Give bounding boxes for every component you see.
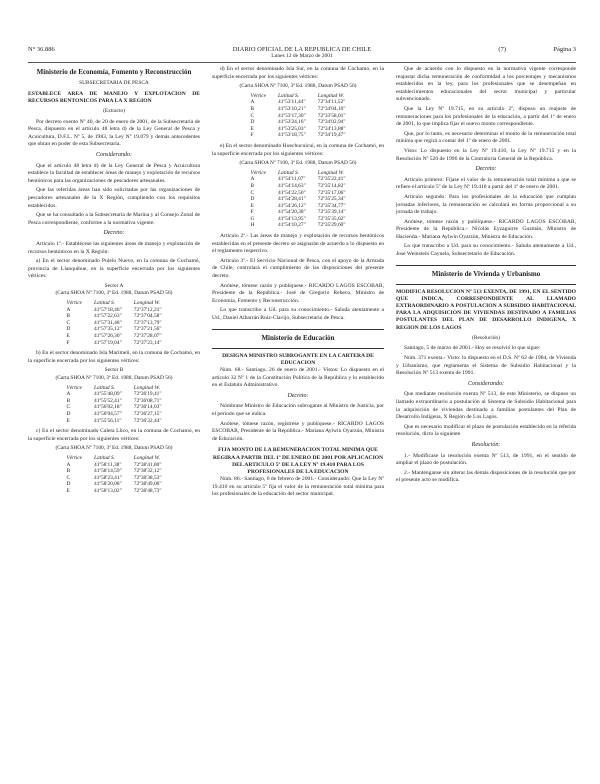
paragraph: c) En el sector denominado Caleta Llico, en la comuna de Cochamó, en la superficie encerrada por los siguientes vértices: — [28, 428, 200, 442]
paragraph: Nómbrase Ministro de Educación subrogante al Ministro de Justicia, por el período que se indica. — [212, 403, 384, 417]
table-row — [60, 398, 167, 405]
cell: 72º38'49,06" — [133, 481, 162, 488]
coordinates-table-c — [60, 455, 167, 495]
coordinates-table-d — [244, 93, 351, 139]
cell: B — [250, 182, 255, 189]
table-row — [60, 333, 167, 340]
cell: 72º34'02,94" — [317, 119, 346, 126]
table-row — [60, 326, 167, 333]
table-row — [244, 176, 351, 183]
cell: 41º57'22,63" — [94, 313, 122, 320]
chart-reference: (Carta SHOA Nº 7100, 3ª Ed. 1988, Datum PSAD 56) — [239, 83, 357, 90]
table-header: Longitud W. — [317, 92, 344, 99]
cell: 41º58'20,08" — [94, 481, 122, 488]
cell: 72º36'19,41" — [133, 391, 162, 398]
decree-title: DESIGNA MINISTRO SUBROGANTE EN LA CARTERA DE EDUCACION — [222, 352, 374, 366]
table-row — [244, 183, 351, 190]
cell: B — [66, 397, 71, 404]
decree-title: ESTABLECE AREA DE MANEJO Y EXPLOTACION DE RECURSOS BENTONICOS PARA LA X REGION — [28, 90, 200, 104]
cell: 41º58'11,38" — [94, 461, 122, 468]
cell: 72º38'48,73" — [133, 487, 162, 494]
coordinates-table-e — [244, 170, 351, 229]
cell: 41º53'11,44" — [278, 99, 306, 106]
table-row — [244, 132, 351, 139]
table-row — [244, 190, 351, 197]
paragraph: a) En el sector denominado Pulelo Nuevo, en la comuna de Cochamó, provincia de Llanquihue, en la superficie encerrada por los siguientes vértices: — [28, 258, 200, 280]
cell: 41º53'25,03" — [278, 125, 306, 132]
table-row — [60, 468, 167, 475]
table-row — [244, 119, 351, 126]
table-header: Longitud W. — [133, 384, 160, 391]
column-2 — [212, 66, 384, 764]
table-row — [244, 113, 351, 120]
cell: D — [66, 481, 71, 488]
table-row — [60, 411, 167, 418]
table-row — [60, 320, 167, 327]
cell: 72º36'32,44" — [133, 417, 162, 424]
cell: 72º35'39,14" — [317, 209, 346, 216]
table-row — [244, 209, 351, 216]
cell: 41º53'24,16" — [278, 119, 306, 126]
paragraph: 1.- Modifícase la resolución exenta Nº 513, de 1991, en el sentido de ampliar el plazo de postulación. — [396, 452, 576, 467]
cell: D — [250, 196, 255, 203]
cell: 41º57'26,30" — [94, 333, 122, 340]
ministry-title: Ministerio de Economía, Fomento y Reconstrucción — [36, 68, 192, 76]
chart-reference: (Carta SHOA Nº 7100, 3ª Ed. 1988, Datum PSAD 56) — [55, 290, 173, 297]
paragraph: Que se ha consultado a la Subsecretaría de Marina y al Consejo Zonal de Pesca correspondiente, conforme a la normativa vigente. — [28, 212, 200, 226]
cell: C — [250, 189, 255, 196]
decreto-heading: Decreto: — [475, 166, 497, 173]
cell: 72º34'19,47" — [317, 132, 346, 139]
table-header: Vértice — [66, 454, 83, 461]
cell: 41º55'52,41" — [94, 397, 122, 404]
table-row — [60, 418, 167, 425]
paragraph: Que de acuerdo con lo dispuesto en la normativa vigente corresponde reajustar dicha remuneración de conformidad a los porcentajes y mecanismos establecidos en la ley, para los profesionales que se desempeñan en establecimientos educacionales del sector municipal y particular subvencionado. — [396, 66, 576, 103]
table-row — [244, 203, 351, 210]
coordinates-table-b — [60, 385, 167, 425]
cell: 72º34'13,88" — [317, 125, 346, 132]
cell: C — [250, 112, 255, 119]
paragraph: Por decreto exento Nº 40, de 20 de enero de 2001, de la Subsecretaría de Pesca, dispuesto en el artículo 48 letra d) de la Ley General de Pesca y Acuicultura, D.F.L. Nº 5, de 1983, la Ley Nº 19.079 y demás antecedentes que obran en poder de esta Subsecretaría. — [28, 118, 200, 148]
issue-number: N° 36.886 — [28, 46, 55, 53]
cell: 41º55'48,09" — [94, 391, 122, 398]
table-row — [60, 462, 167, 469]
cell: 72º36'08,71" — [133, 397, 162, 404]
paragraph: Artículo segundo: Para los profesionales de la educación que cumplan jornadas inferiores, la remuneración se calculará en forma proporcional a su jornada de trabajo. — [396, 193, 576, 216]
cell: C — [66, 474, 71, 481]
table-header: Vértice — [250, 92, 267, 99]
cell: 41º54'26,12" — [278, 202, 306, 209]
cell: 41º56'02,18" — [94, 404, 122, 411]
cell: A — [66, 461, 71, 468]
cell: 41º56'04,57" — [94, 410, 122, 417]
header-rule — [28, 62, 576, 63]
table-row — [60, 391, 167, 398]
cell: 72º35'29,60" — [317, 222, 346, 229]
paragraph: Núm. 86.- Santiago, 6 de febrero de 2001.- Considerando: Que la Ley Nº 19.410 en su artículo 5º fija el valor de la remuneración total mínima para los profesionales de la educación del sector municipal. — [212, 476, 384, 498]
decree-title: FIJA MONTO DE LA REMUNERACION TOTAL MINIMA QUE REGIRA A PARTIR DEL 1º DE ENERO DE 2001 POR APLICACION DEL ARTICULO 5º DE LA LEY Nº 19.410 PARA LOS PROFESIONALES DE LA EDUCACION — [212, 447, 384, 475]
table-header: Latitud S. — [94, 384, 115, 391]
paragraph: Artículo 1º.- Establécese las siguientes áreas de manejo y explotación de recursos bentónicos en la X Región: — [28, 240, 200, 255]
cell: E — [250, 125, 254, 132]
cell: 72º36'27,15" — [133, 410, 162, 417]
cell: 72º35'17,06" — [317, 189, 346, 196]
cell: F — [66, 339, 70, 346]
paragraph: Que la Ley Nº 19.715, en su artículo 2º, dispuso un reajuste de remuneraciones para los profesionales de la educación, a partir del 1º de enero de 2001, lo que implica fijar el nuevo monto correspondiente. — [396, 105, 576, 128]
cell: 41º55'56,11" — [94, 417, 122, 424]
chart-reference: (Carta SHOA Nº 7100, 3ª Ed. 1988, Datum PSAD 56) — [239, 160, 357, 167]
cell: 72º38'32,12" — [133, 468, 162, 475]
table-header: Longitud W. — [317, 169, 344, 176]
paragraph: Artículo primero: Fíjase el valor de la remuneración total mínima a que se refiere el artículo 5º de la Ley Nº 19.410 a partir del 1º de enero de 2001. — [396, 176, 576, 191]
extracto: (Extracto) — [103, 108, 125, 114]
paragraph: Que el artículo 48 letra d) de la Ley General de Pesca y Acuicultura establece la facultad de establecer áreas de manejo y explotación de recursos bentónicos para las organizaciones de pescadores artesanales. — [28, 162, 200, 184]
table-header: Latitud S. — [94, 300, 115, 307]
resolucion-heading: Resolución: — [471, 442, 501, 448]
paragraph: 2.- Manténganse sin alterar las demás disposiciones de la resolución que por el presente acto se modifica. — [396, 469, 576, 484]
column-3 — [396, 66, 576, 764]
paragraph: Que es necesario modificar el plazo de postulación establecido en la referida resolución, dicto la siguiente — [396, 423, 576, 438]
table-row — [60, 307, 167, 314]
cell: 72º34'11,52" — [317, 99, 346, 106]
undersecretary: SUBSECRETARIA DE PESCA — [79, 80, 149, 86]
chart-reference: (Carta SHOA Nº 7100, 3ª Ed. 1988, Datum PSAD 56) — [55, 375, 173, 381]
cell: 41º58'13,02" — [94, 487, 122, 494]
cell: 41º53'18,75" — [278, 132, 306, 139]
chart-reference: (Carta SHOA Nº 7100, 3ª Ed. 1988, Datum PSAD 56) — [55, 445, 173, 452]
cell: E — [66, 487, 70, 494]
table-row — [244, 222, 351, 229]
ministry-title: Ministerio de Educación — [261, 333, 335, 342]
table-header: Vértice — [66, 384, 83, 391]
paragraph: Visto: Lo dispuesto en la Ley Nº 19.410, la Ley Nº 19.715 y en la Resolución Nº 520 de 1996 de la Contraloría General de la República. — [396, 147, 576, 162]
paragraph: b) En el sector denominado Isla Marimeli, en la comuna de Cochamó, en la superficie encerrada por los siguientes vértices: — [28, 350, 200, 364]
considerando-heading: Considerando: — [468, 380, 504, 387]
cell: 41º58'14,59" — [94, 468, 122, 475]
cell: 72º38'38,53" — [133, 474, 162, 481]
cell: 41º57'35,12" — [94, 326, 122, 333]
cell: 41º53'10,21" — [278, 105, 306, 112]
paragraph: e) En el sector denominado Huechucuicui, en la comuna de Cochamó, en la superficie encerrada por los siguientes vértices: — [212, 142, 384, 157]
cell: 41º57'31,48" — [94, 319, 122, 326]
table-row — [60, 488, 167, 495]
table-row — [60, 475, 167, 482]
paragraph: Anótese, tómese razón, regístrese y publíquese.- RICARDO LAGOS ESCOBAR, Presidente de la República.- Mariana Aylwin Oyarzún, Ministra de Educación. — [212, 420, 384, 442]
cell: 72º37'04,58" — [133, 313, 162, 320]
table-header: Longitud W. — [133, 300, 160, 307]
cell: H — [250, 222, 255, 229]
cell: 41º57'18,46" — [94, 306, 122, 313]
considerando-heading: Considerando: — [96, 151, 132, 158]
cell: A — [250, 176, 255, 183]
cell: 41º54'14,63" — [278, 182, 306, 189]
paragraph: Que, por lo tanto, es necesario determinar el monto de la remuneración total mínima que regirá a contar del 1º de enero de 2001. — [396, 130, 576, 145]
cell: 72º35'14,82" — [317, 182, 346, 189]
cell: D — [66, 410, 71, 417]
cell: 72º35'25,34" — [317, 196, 346, 203]
table-row — [60, 404, 167, 411]
paper-name: DIARIO OFICIAL DE LA REPUBLICA DE CHILE — [232, 46, 372, 53]
sector-label: Sector B — [104, 367, 124, 374]
cell: A — [66, 391, 71, 398]
paragraph: Núm. 371 exenta.- Visto: lo dispuesto en el D.S. Nº 62 de 1984, de Vivienda y Urbanismo, que reglamenta el Sistema de Subsidio Habitacional y la Resolución Nº 513 exenta de 1991. — [396, 355, 576, 377]
table-row — [244, 99, 351, 106]
cell: F — [250, 132, 254, 139]
cell: 72º35'35,02" — [317, 215, 346, 222]
cell: E — [66, 417, 70, 424]
cell: 41º54'11,07" — [278, 176, 306, 183]
cell: C — [66, 319, 71, 326]
table-header: Latitud S. — [278, 169, 299, 176]
resolution-title: MODIFICA RESOLUCION Nº 513 EXENTA, DE 1991, EN EL SENTIDO QUE INDICA, CORRESPONDIENTE AL LLAMADO EXTRAORDINARIO A POSTULACION A SUBSIDIO HABITACIONAL PARA LA ADQUISICION DE VIVIENDAS DESTINADO A FAMILIAS POSTULANTES DEL PLAN DE DESARROLLO INDIGENA, X REGION DE LOS LAGOS — [396, 288, 576, 331]
paragraph: Artículo 2º.- Las áreas de manejo y explotación de recursos bentónicos establecidas en el presente decreto se asignarán de acuerdo a lo dispuesto en el reglamento respectivo. — [212, 233, 384, 255]
cell: A — [250, 99, 255, 106]
cell: 72º36'14,03" — [133, 404, 162, 411]
decreto-heading: Decreto: — [287, 392, 309, 399]
cell: 72º35'22,41" — [317, 176, 346, 183]
cell: 72º38'41,80" — [133, 461, 162, 468]
table-row — [60, 313, 167, 320]
cell: C — [66, 404, 71, 411]
cell: E — [250, 202, 254, 209]
table-row — [244, 126, 351, 133]
cell: 72º37'23,14" — [133, 339, 162, 346]
cell: B — [66, 313, 71, 320]
paragraph: Lo que transcribo a Ud. para su conocimiento.- Saluda atentamente a Ud., José Weinstein Cayuela, Subsecretario de Educación. — [396, 243, 576, 258]
cell: 72º37'13,79" — [133, 319, 162, 326]
page-header — [28, 46, 576, 60]
cell: 41º54'10,27" — [278, 222, 306, 229]
decreto-heading: Decreto: — [103, 230, 125, 237]
coordinates-table-a — [60, 300, 167, 346]
page-number: Página 3 — [553, 46, 576, 53]
table-row — [244, 106, 351, 113]
cell: 41º54'13,95" — [278, 215, 306, 222]
paragraph: d) En el sector denominado Isla Sur, en la comuna de Cochamó, en la superficie encerrada por los siguientes vértices: — [212, 66, 384, 80]
paragraph: Lo que transcribo a Ud. para su conocimiento.- Saluda atentamente a Ud., Daniel Albarrán Ruiz-Clavijo, Subsecretario de Pesca. — [212, 307, 384, 321]
cell: 72º37'28,07" — [133, 333, 162, 340]
cell: B — [250, 105, 255, 112]
table-row — [244, 216, 351, 223]
cell: B — [66, 468, 71, 475]
column-1 — [28, 66, 200, 764]
cell: F — [250, 209, 254, 216]
paragraph: Anótese, tómese razón y publíquese.- RICARDO LAGOS ESCOBAR, Presidente de la República.- Nicolás Eyzaguirre Guzmán, Ministro de Hacienda.- Mariana Aylwin Oyarzún, Ministra de Educación. — [396, 218, 576, 240]
issue-date: Lunes 12 de Marzo de 2001 — [271, 53, 333, 59]
page-code: (7) — [498, 46, 506, 53]
cell: 72º35'34,77" — [317, 202, 346, 209]
cell: 72º37'21,56" — [133, 326, 162, 333]
table-row — [60, 340, 167, 347]
cell: 41º57'19,04" — [94, 339, 122, 346]
paragraph: Que las referidas áreas han sido solicitadas por las organizaciones de pescadores artesanales de la X Región, cumpliendo con los requisitos establecidos. — [28, 187, 200, 209]
cell: 72º34'04,10" — [317, 105, 346, 112]
cell: 72º33'58,01" — [317, 112, 346, 119]
table-header: Vértice — [250, 169, 267, 176]
cell: D — [250, 119, 255, 126]
cell: 41º54'20,38" — [278, 209, 306, 216]
paragraph: Artículo 3º.- El Servicio Nacional de Pesca, con el apoyo de la Armada de Chile, controlará el cumplimiento de las disposiciones del presente decreto. — [212, 257, 384, 280]
table-row — [244, 196, 351, 203]
paragraph: Que mediante resolución exenta Nº 513, de este Ministerio, se dispuso un llamado extraordinario a postulación al Sistema de Subsidio Habitacional para la adquisición de viviendas destinado a familias postulantes del Plan de Desarrollo Indígena, X Región de Los Lagos. — [396, 391, 576, 421]
extracto: (Resolución) — [472, 334, 500, 341]
table-header: Vértice — [66, 300, 83, 307]
cell: E — [66, 333, 70, 340]
ministry-title: Ministerio de Vivienda y Urbanismo — [431, 269, 541, 278]
table-header: Longitud W. — [133, 454, 160, 461]
cell: 41º53'17,30" — [278, 112, 306, 119]
cell: 41º54'22,50" — [278, 189, 306, 196]
table-header: Latitud S. — [278, 92, 299, 99]
cell: 72º37'12,21" — [133, 306, 162, 313]
paragraph: Anótese, tómese razón y publíquese.- RICARDO LAGOS ESCOBAR, Presidente de la República.- José de Gregorio Rebeco, Ministro de Economía, Fomento y Reconstrucción. — [212, 282, 384, 304]
cell: D — [66, 326, 71, 333]
table-row — [60, 481, 167, 488]
cell: 41º54'28,41" — [278, 196, 306, 203]
cell: A — [66, 306, 71, 313]
cell: G — [250, 215, 255, 222]
cell: 41º58'23,41" — [94, 474, 122, 481]
sector-label: Sector A — [104, 282, 124, 289]
paragraph: Núm. 68.- Santiago, 26 de enero de 2001.- Vistos: Lo dispuesto en el artículo 32 Nº 1 de la Constitución Política de la República y lo establecido en el Estatuto Administrativo. — [212, 367, 384, 389]
table-header: Latitud S. — [94, 454, 115, 461]
paragraph: Santiago, 5 de marzo de 2001.- Hoy se resolvió lo que sigue: — [404, 345, 541, 352]
